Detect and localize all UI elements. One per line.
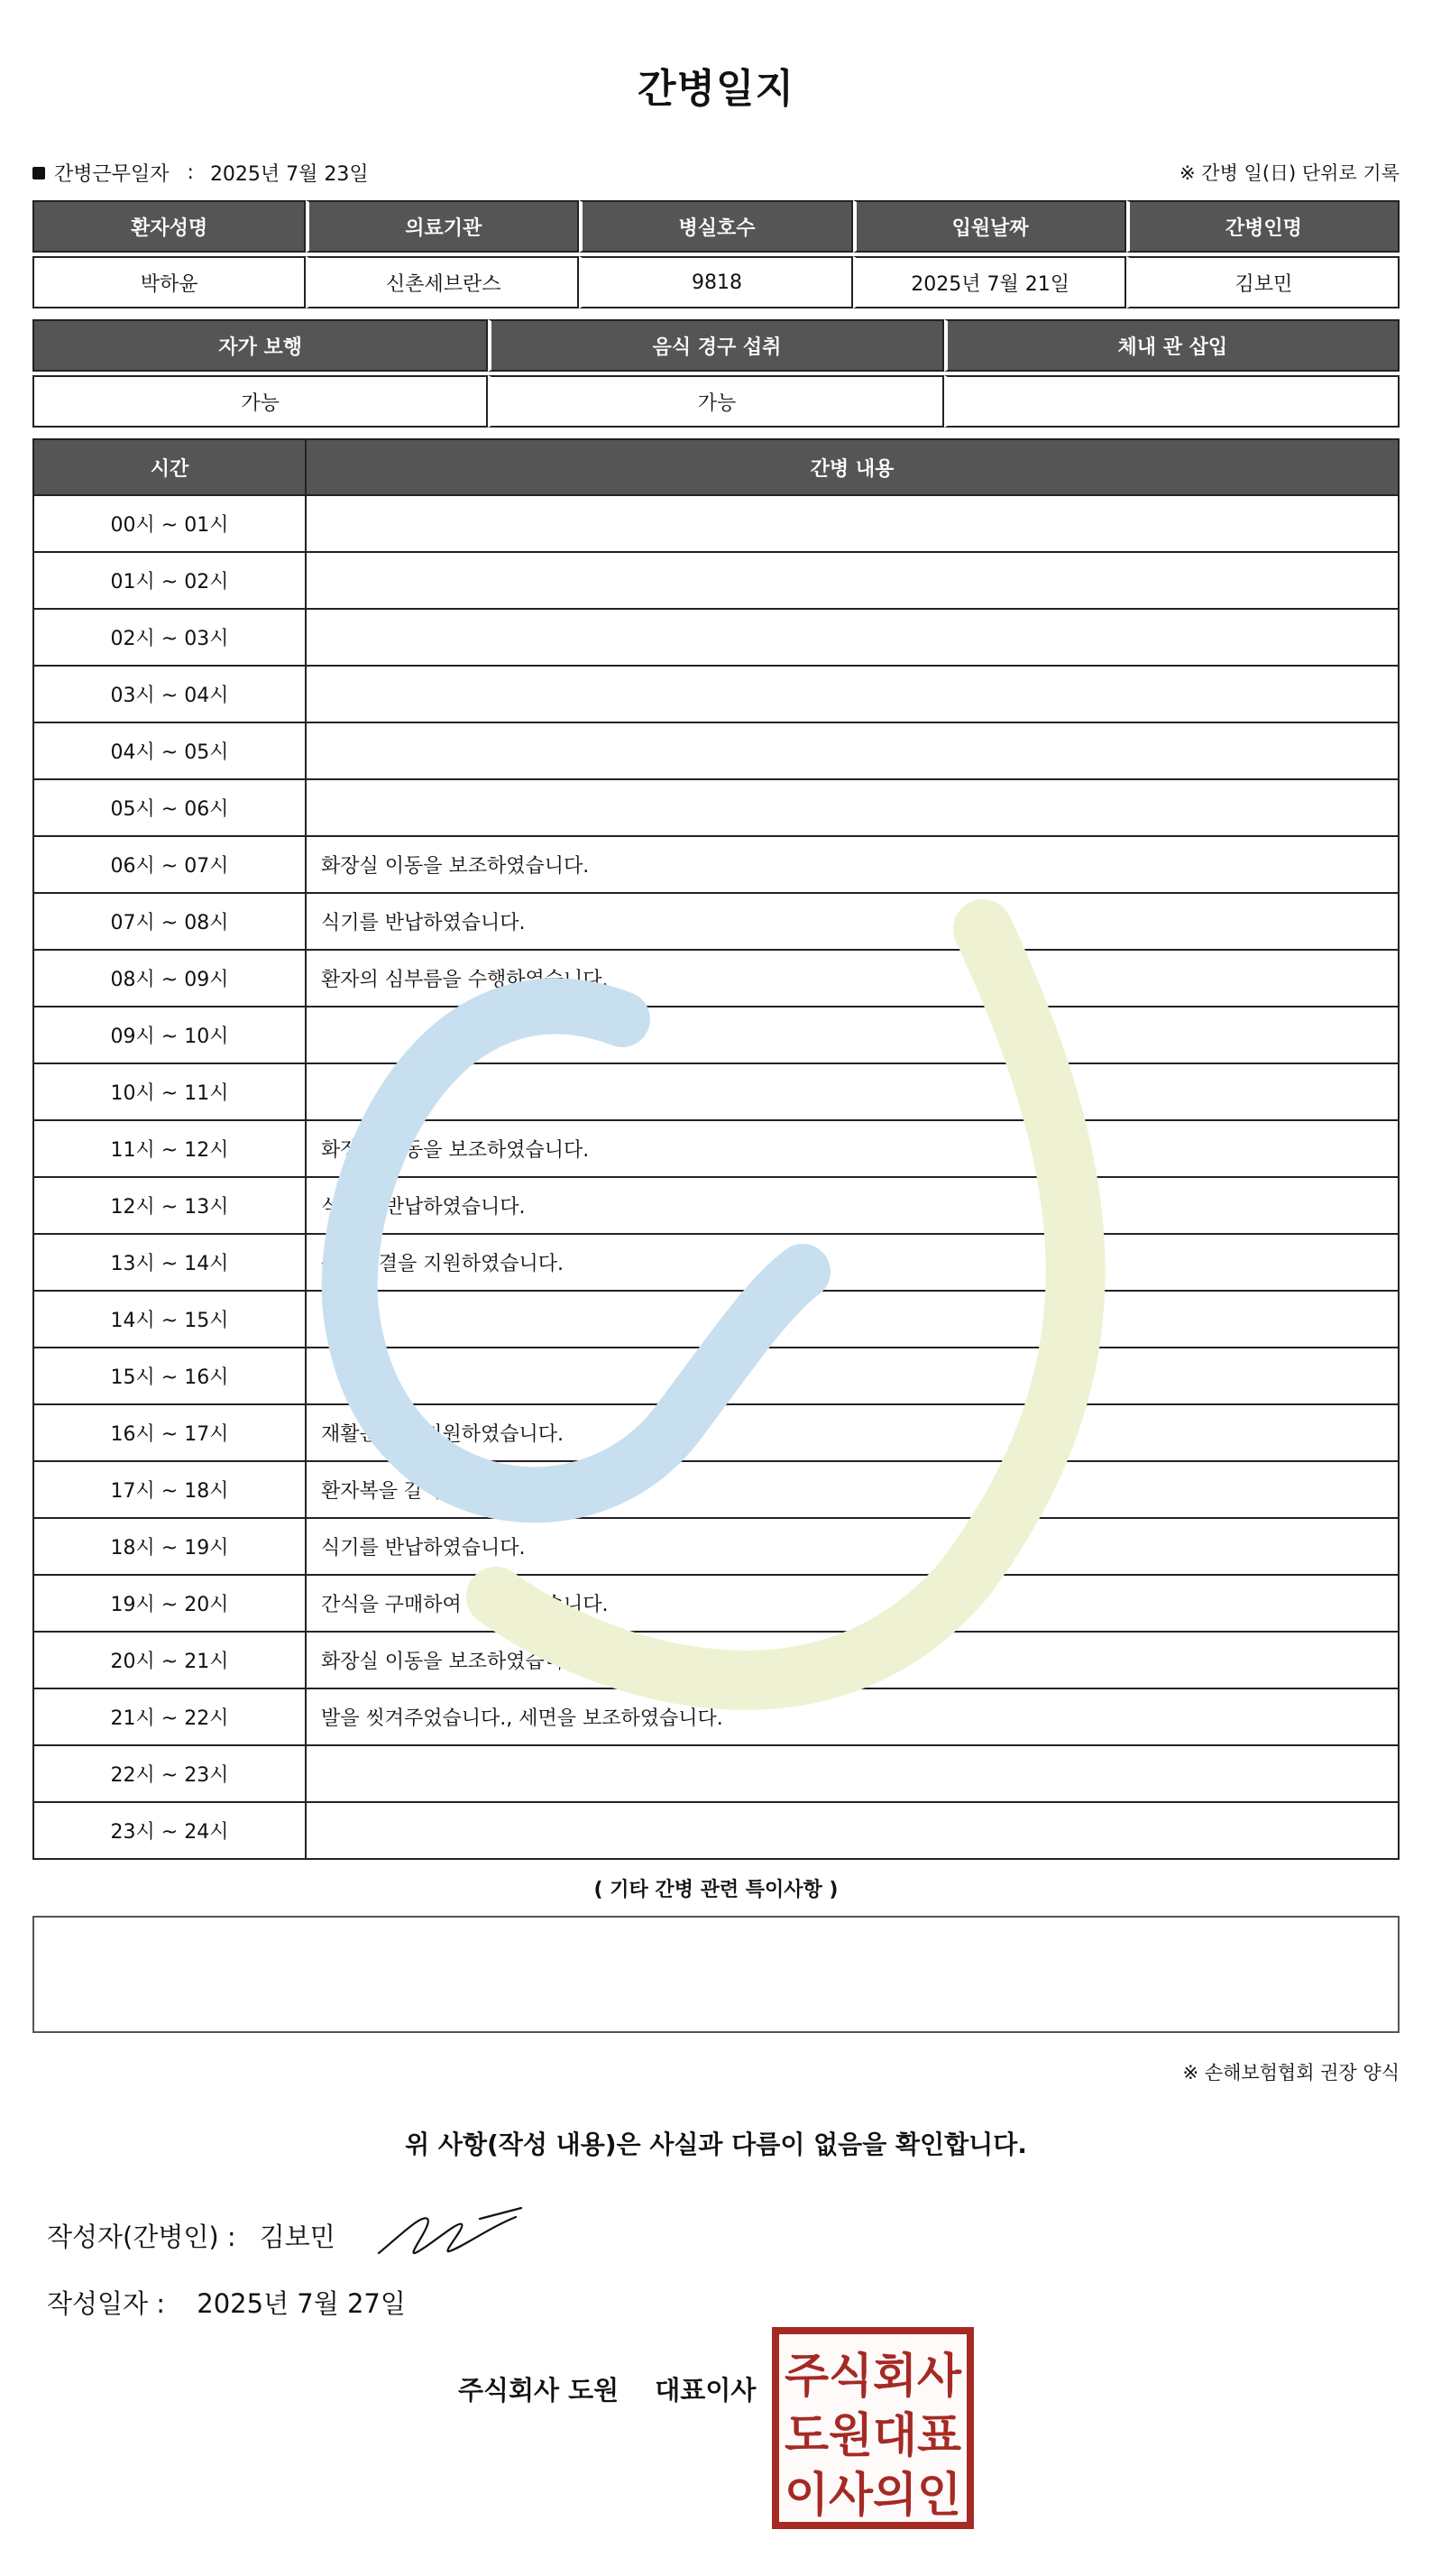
schedule-row — [33, 1518, 1399, 1575]
remarks-box — [32, 1916, 1400, 2033]
schedule-row — [33, 1177, 1399, 1234]
seal-line-3: 이사의인 — [785, 2469, 961, 2523]
care-schedule-table — [32, 438, 1400, 1860]
schedule-time-cell: 21시 ~ 22시 — [33, 1688, 306, 1745]
header-oral-intake: 음식 경구 섭취 — [488, 319, 943, 372]
schedule-content-cell: 환자복을 갈아입혔습니다. — [306, 1461, 1399, 1518]
company-row — [458, 2370, 756, 2407]
schedule-content-cell — [306, 495, 1399, 552]
header-care-content: 간병 내용 — [306, 439, 1399, 495]
schedule-content-cell — [306, 722, 1399, 779]
schedule-content-cell: 발을 씻겨주었습니다., 세면을 보조하였습니다. — [306, 1688, 1399, 1745]
schedule-row — [33, 722, 1399, 779]
schedule-time-cell: 14시 ~ 15시 — [33, 1291, 306, 1348]
schedule-content-cell — [306, 609, 1399, 666]
schedule-time-cell: 17시 ~ 18시 — [33, 1461, 306, 1518]
handwritten-signature — [372, 2201, 525, 2264]
writer-label: 작성자(간병인) : — [47, 2222, 236, 2252]
schedule-row — [33, 1632, 1399, 1688]
header-room: 병실호수 — [579, 200, 852, 253]
schedule-row — [33, 1802, 1399, 1859]
value-hospital: 신촌세브란스 — [306, 256, 579, 308]
schedule-content-cell — [306, 1802, 1399, 1859]
confirmation-statement: 위 사항(작성 내용)은 사실과 다름이 없음을 확인합니다. — [405, 2130, 1027, 2159]
schedule-time-cell: 20시 ~ 21시 — [33, 1632, 306, 1688]
schedule-time-cell: 11시 ~ 12시 — [33, 1120, 306, 1177]
schedule-content-cell — [306, 779, 1399, 836]
schedule-time-cell: 23시 ~ 24시 — [33, 1802, 306, 1859]
written-date-row — [47, 2284, 406, 2321]
schedule-content-cell — [306, 1007, 1399, 1063]
schedule-content-cell: 환자의 심부름을 수행하였습니다. — [306, 950, 1399, 1007]
value-tube-insertion — [944, 375, 1400, 428]
schedule-row — [33, 552, 1399, 609]
seal-line-2: 도원대표 — [785, 2409, 961, 2463]
schedule-row — [33, 1291, 1399, 1348]
schedule-time-cell: 09시 ~ 10시 — [33, 1007, 306, 1063]
schedule-time-cell: 22시 ~ 23시 — [33, 1745, 306, 1802]
schedule-row — [33, 1063, 1399, 1120]
schedule-row — [33, 1688, 1399, 1745]
schedule-content-cell: 재활운동을 지원하였습니다. — [306, 1404, 1399, 1461]
patient-header-row — [32, 200, 1400, 253]
schedule-content-cell: 화장실 이동을 보조하였습니다. — [306, 836, 1399, 893]
header-tube-insertion: 체내 관 삽입 — [944, 319, 1400, 372]
schedule-row — [33, 893, 1399, 950]
status-header-row — [32, 319, 1400, 372]
value-caregiver: 김보민 — [1126, 256, 1400, 308]
schedule-content-cell — [306, 1348, 1399, 1404]
schedule-time-cell: 10시 ~ 11시 — [33, 1063, 306, 1120]
header-hospital: 의료기관 — [306, 200, 579, 253]
schedule-time-cell: 16시 ~ 17시 — [33, 1404, 306, 1461]
schedule-time-cell: 13시 ~ 14시 — [33, 1234, 306, 1291]
patient-info-table — [32, 197, 1400, 312]
schedule-content-cell: 간식을 구매하여 제공하였습니다. — [306, 1575, 1399, 1632]
schedule-content-cell — [306, 1745, 1399, 1802]
written-date-value: 2025년 7월 27일 — [197, 2288, 406, 2319]
schedule-time-cell: 12시 ~ 13시 — [33, 1177, 306, 1234]
schedule-row — [33, 779, 1399, 836]
company-seal-stamp — [772, 2327, 974, 2529]
value-patient-name: 박하윤 — [32, 256, 306, 308]
schedule-content-cell: 식기를 반납하였습니다. — [306, 1177, 1399, 1234]
header-self-walking: 자가 보행 — [32, 319, 488, 372]
unit-note: ※ 간병 일(日) 단위로 기록 — [1180, 162, 1400, 184]
company-name: 주식회사 도원 — [458, 2375, 620, 2406]
schedule-time-cell: 06시 ~ 07시 — [33, 836, 306, 893]
schedule-time-cell: 07시 ~ 08시 — [33, 893, 306, 950]
schedule-content-cell — [306, 552, 1399, 609]
value-room: 9818 — [579, 256, 852, 308]
header-time: 시간 — [33, 439, 306, 495]
schedule-time-cell: 02시 ~ 03시 — [33, 609, 306, 666]
schedule-row — [33, 950, 1399, 1007]
schedule-row — [33, 1348, 1399, 1404]
written-date-label: 작성일자 : — [47, 2288, 166, 2319]
schedule-time-cell: 15시 ~ 16시 — [33, 1348, 306, 1404]
schedule-time-cell: 00시 ~ 01시 — [33, 495, 306, 552]
schedule-row — [33, 1461, 1399, 1518]
schedule-time-cell: 08시 ~ 09시 — [33, 950, 306, 1007]
work-date-separator: : — [187, 161, 194, 184]
schedule-content-cell: 구강청결을 지원하였습니다. — [306, 1234, 1399, 1291]
schedule-content-cell: 화장실 이동을 보조하였습니다. — [306, 1632, 1399, 1688]
schedule-time-cell: 01시 ~ 02시 — [33, 552, 306, 609]
value-oral-intake: 가능 — [488, 375, 943, 428]
value-self-walking: 가능 — [32, 375, 488, 428]
header-admission-date: 입원날짜 — [853, 200, 1126, 253]
schedule-time-cell: 04시 ~ 05시 — [33, 722, 306, 779]
schedule-body — [33, 495, 1399, 1859]
work-date-row — [32, 159, 369, 187]
schedule-content-cell — [306, 666, 1399, 722]
work-date-value: 2025년 7월 23일 — [209, 163, 369, 186]
schedule-header-row — [33, 439, 1399, 495]
schedule-row — [33, 1745, 1399, 1802]
document-title: 간병일지 — [637, 66, 794, 112]
seal-line-1: 주식회사 — [785, 2350, 962, 2404]
schedule-content-cell: 식기를 반납하였습니다. — [306, 1518, 1399, 1575]
header-caregiver: 간병인명 — [1126, 200, 1400, 253]
header-patient-name: 환자성명 — [32, 200, 306, 253]
remarks-title: ( 기타 간병 관련 특이사항 ) — [593, 1879, 839, 1901]
insurance-note: ※ 손해보험협회 권장 양식 — [1182, 2062, 1400, 2084]
schedule-content-cell: 화장실 이동을 보조하였습니다. — [306, 1120, 1399, 1177]
schedule-row — [33, 1575, 1399, 1632]
schedule-time-cell: 19시 ~ 20시 — [33, 1575, 306, 1632]
schedule-row — [33, 1007, 1399, 1063]
work-date-label: 간병근무일자 — [54, 163, 170, 186]
schedule-row — [33, 666, 1399, 722]
schedule-time-cell: 18시 ~ 19시 — [33, 1518, 306, 1575]
schedule-content-cell — [306, 1063, 1399, 1120]
schedule-row — [33, 1120, 1399, 1177]
schedule-row — [33, 495, 1399, 552]
schedule-row — [33, 1404, 1399, 1461]
company-representative-title: 대표이사 — [655, 2375, 757, 2406]
bullet-square-icon — [32, 167, 45, 179]
patient-status-table — [32, 316, 1400, 431]
schedule-row — [33, 609, 1399, 666]
schedule-row — [33, 836, 1399, 893]
schedule-content-cell — [306, 1291, 1399, 1348]
schedule-row — [33, 1234, 1399, 1291]
patient-value-row — [32, 256, 1400, 308]
writer-row — [47, 2217, 335, 2254]
schedule-time-cell: 05시 ~ 06시 — [33, 779, 306, 836]
value-admission-date: 2025년 7월 21일 — [853, 256, 1126, 308]
schedule-time-cell: 03시 ~ 04시 — [33, 666, 306, 722]
schedule-content-cell: 식기를 반납하였습니다. — [306, 893, 1399, 950]
writer-name: 김보민 — [259, 2222, 335, 2252]
status-value-row — [32, 375, 1400, 428]
